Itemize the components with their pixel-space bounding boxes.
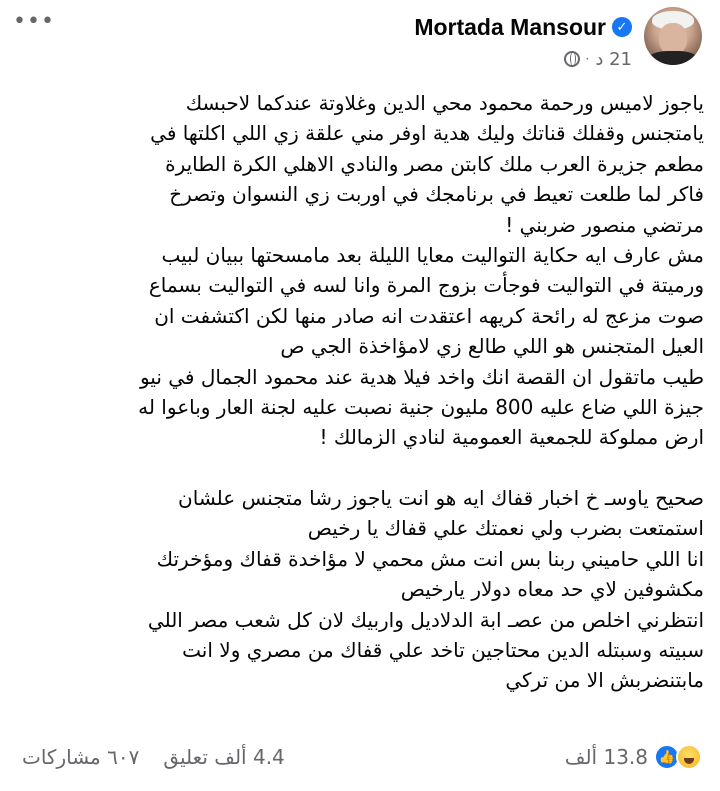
shares-count[interactable]: ٦٠٧ مشاركات [22, 745, 140, 769]
meta-separator: · [585, 52, 590, 66]
author-name[interactable]: Mortada Mansour [414, 13, 606, 40]
post-footer [0, 736, 720, 780]
paragraph-gap [18, 453, 704, 483]
post-text-line: يامتجنس وقفلك قناتك وليك هدية اوفر مني علقة زي اللي اكلتها في [150, 121, 704, 146]
comments-count[interactable]: 4.4 ألف تعليق [163, 745, 285, 769]
post-text-line: ارض مملوكة للجمعية العمومية لنادي الزمالك ! [319, 425, 704, 450]
more-horizontal-icon: ••• [13, 9, 55, 34]
post-text-line: جيزة اللي ضاع عليه 800 مليون جنية نصبت عليه لجنة العار وباعوا له [138, 394, 704, 419]
post-body [18, 88, 704, 728]
post-text-line: فاكر لما طلعت تعيط في برنامجك في اوربت زي النسوان وتصرخ [169, 182, 704, 207]
verified-badge-icon: ✓ [612, 17, 632, 37]
post-text-line: استمتعت بضرب ولي نعمتك علي قفاك يا رخيص [307, 516, 704, 541]
reactions-summary[interactable] [565, 740, 702, 774]
globe-icon[interactable] [564, 51, 580, 67]
post-text-line: مكشوفين لاي حد معاه دولار يارخيص [400, 577, 704, 602]
post-text-line: طيب ماتقول ان القصة انك واخد فيلا هدية عند محمود الجمال في نيو [139, 364, 704, 389]
post-text-line: مطعم جزيرة العرب ملك كابتن مصر والنادي الاهلي الكرة الطايرة [165, 151, 704, 176]
post-text-line: مابتنضربش الا من تركي [505, 668, 704, 693]
like-reaction-icon: 👍 [654, 744, 680, 770]
reaction-count: 13.8 ألف [564, 745, 648, 769]
post-meta [564, 46, 632, 72]
post-text-line: مرتضي منصور ضربني ! [505, 212, 704, 237]
post-text-line: صوت مزعج له رائحة كريهه اعتقدت انه صادر منها لكن اكتشفت ان [154, 303, 704, 328]
avatar[interactable] [644, 7, 702, 65]
haha-reaction-icon [676, 744, 702, 770]
post-header [0, 0, 720, 80]
post-text-line: صحيح ياوسـ خ اخبار قفاك ايه هو انت ياجوز رشا متجنس علشان [178, 486, 704, 511]
post-text-line: ورميتة في التواليت فوجأت بزوج المرة وانا لسه في التواليت بسماع [148, 273, 704, 298]
post-text-line: انا اللي حاميني ربنا بس انت مش محمي لا مؤاخدة قفاك ومؤخرتك [156, 546, 704, 571]
post-text-line: مش عارف ايه حكاية التواليت معايا الليلة بعد مامسحتها ببيان لبيب [161, 242, 704, 267]
engagement-counts [22, 740, 285, 774]
post-time[interactable]: 21 د [595, 48, 632, 70]
author-row [414, 12, 632, 42]
post-text-line: ياجوز لاميس ورحمة محمود محي الدين وغلاوتة عندكما لاحبسك [185, 91, 704, 115]
post-text-line: سبيته وسبتله الدين محتاجين تاخد علي قفاك من مصري ولا انت [182, 638, 704, 663]
post-text-line: انتظرني اخلص من عصـ ابة الدلاديل واربيك لان كل شعب مصر اللي [147, 607, 704, 632]
more-options-button[interactable] [13, 9, 55, 34]
post-text-line: العيل المتجنس هو اللي طالع زي لامؤاخذة الجي ص [280, 334, 704, 359]
